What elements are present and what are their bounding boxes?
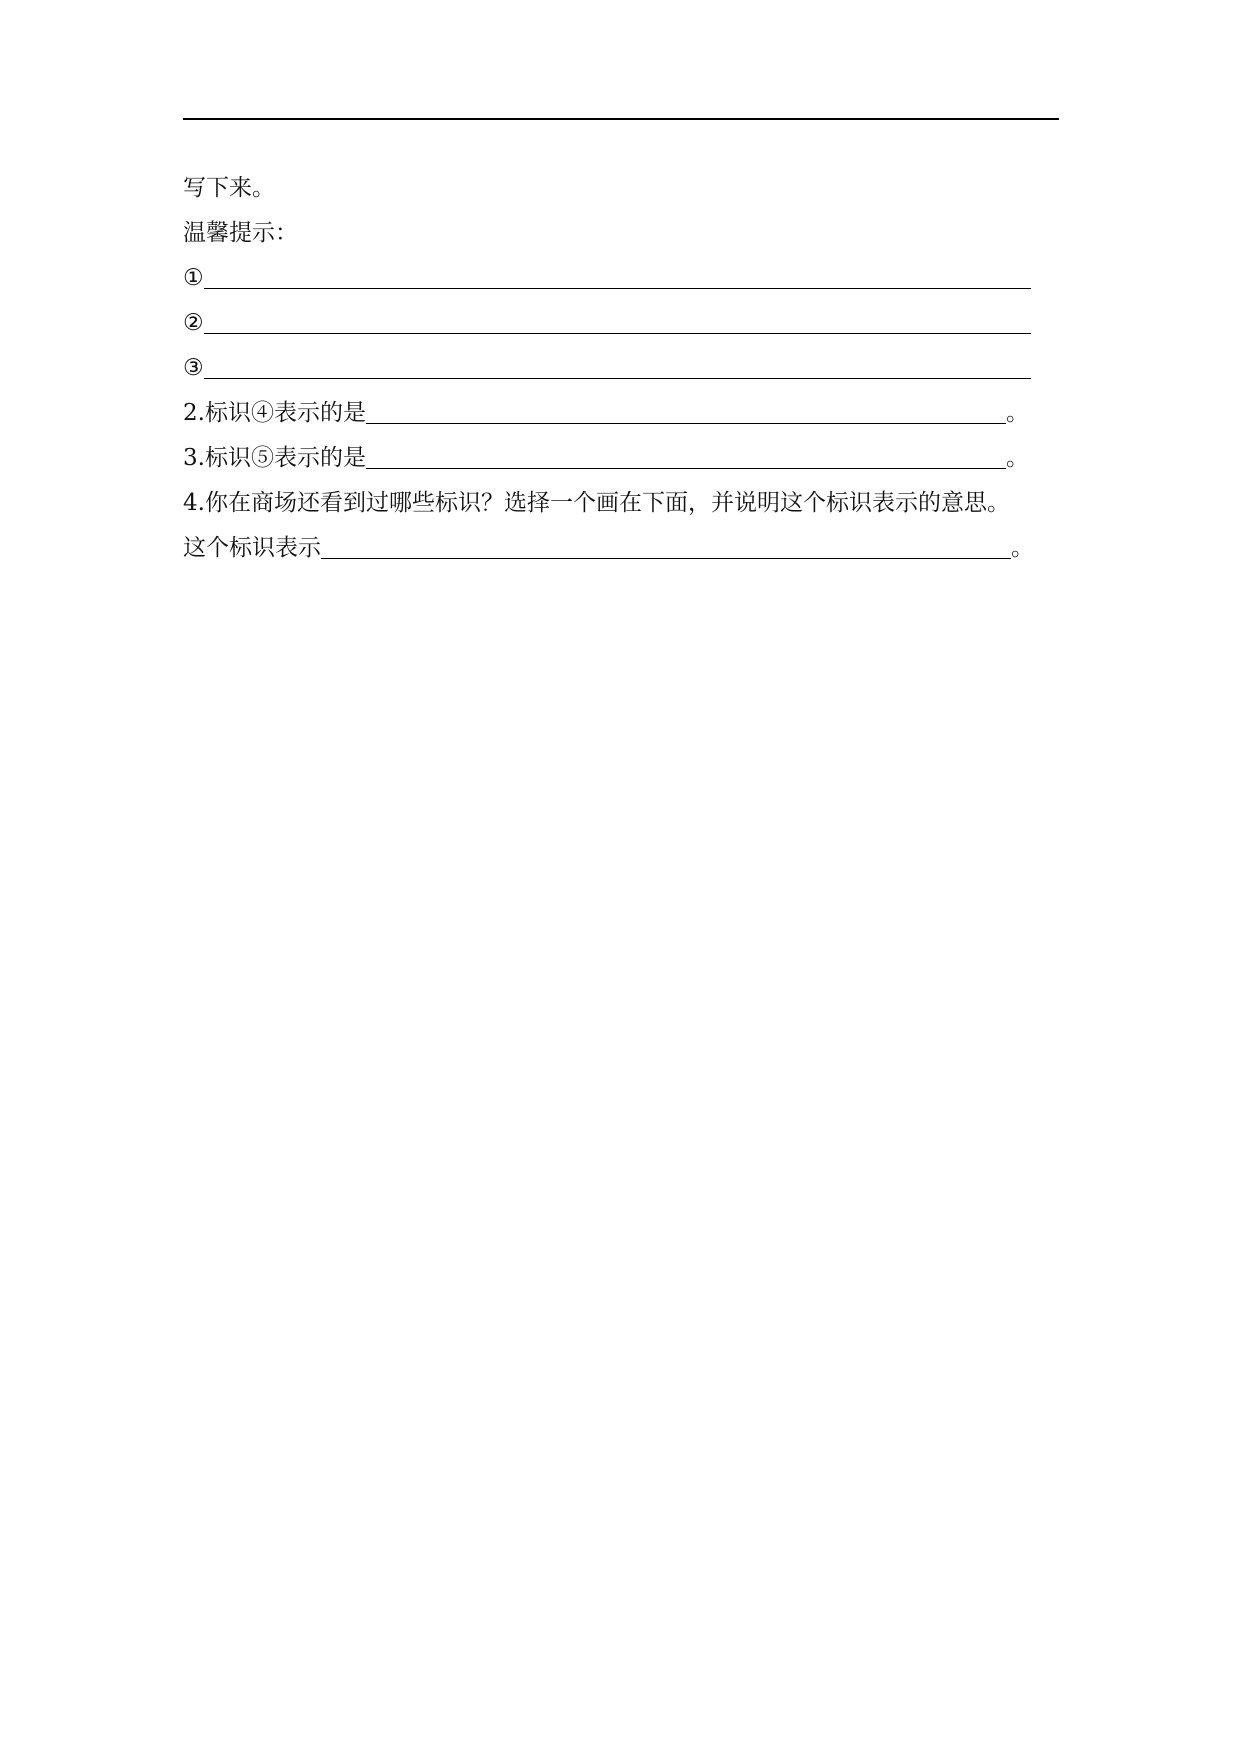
intro-line (183, 158, 1083, 203)
answer-blank[interactable] (204, 307, 1031, 334)
tip-line-3 (183, 338, 1083, 383)
tip-line-1 (183, 248, 1083, 293)
worksheet-body (183, 158, 1083, 563)
answer-blank[interactable] (321, 532, 1011, 559)
question-prompt: 4.你在商场还看到过哪些标识？选择一个画在下面，并说明这个标识表示的意思。 (183, 490, 1010, 516)
question-prompt: 3.标识⑤表示的是 (183, 445, 366, 471)
tip-heading-line (183, 203, 1083, 248)
intro-text: 写下来。 (183, 175, 275, 201)
answer-blank[interactable] (204, 352, 1031, 379)
question-4-line (183, 473, 1083, 518)
tip-marker: ② (183, 310, 204, 336)
question-suffix: 。 (1005, 400, 1029, 426)
header-rule (183, 118, 1059, 120)
answer-blank[interactable] (366, 397, 1006, 424)
tip-marker: ③ (183, 355, 204, 381)
tip-label: 温馨提示： (183, 220, 298, 246)
tip-marker: ① (183, 265, 204, 291)
answer-line (183, 518, 1083, 563)
answer-blank[interactable] (204, 262, 1031, 289)
question-3-line (183, 428, 1083, 473)
answer-blank[interactable] (366, 442, 1006, 469)
question-2-line (183, 383, 1083, 428)
tip-line-2 (183, 293, 1083, 338)
question-suffix: 。 (1005, 445, 1029, 471)
question-prompt: 2.标识④表示的是 (183, 400, 366, 426)
answer-prefix: 这个标识表示 (183, 535, 321, 561)
answer-suffix: 。 (1011, 535, 1034, 561)
